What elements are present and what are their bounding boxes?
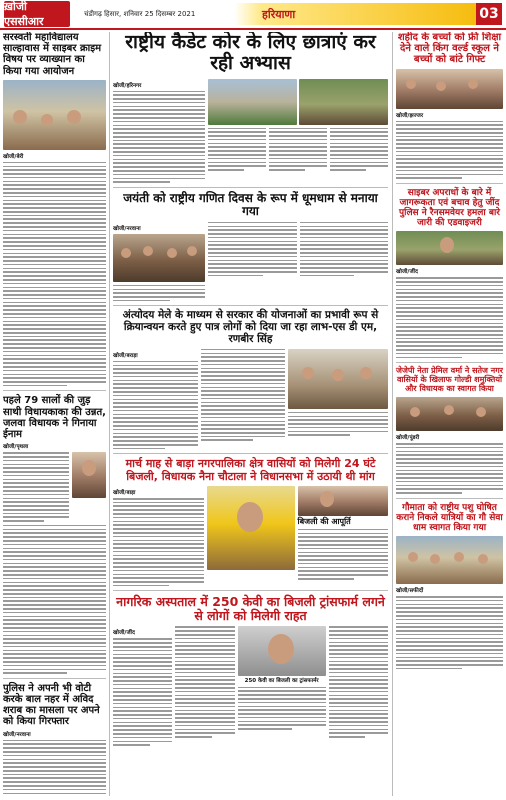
byline-jjp: खोजी/पूंडरी bbox=[396, 435, 420, 442]
newspaper-logo: ख़ोजी एससीआर bbox=[4, 1, 70, 27]
photo-school-gifts bbox=[396, 69, 503, 109]
article-body-lecture bbox=[3, 162, 106, 387]
headline-cyber-advisory: साइबर अपराधों के बारे में जागरूकता एवं बचाव हेतु जींद पुलिस ने रैनसमवेयर हमला बारे जारी की एडवाइजरी bbox=[399, 187, 500, 229]
dateline: चंडीगढ़ हिसार, शनिवार 25 दिसम्बर 2021 bbox=[84, 9, 196, 18]
section-band bbox=[234, 3, 502, 25]
byline-mla: खोजी/पृथला bbox=[3, 444, 29, 451]
headline-martyr-school: शहीद के बच्चों को फ्री शिक्षा देने वाले किंग वर्ल्ड स्कूल ने बच्चों को बांटे गिफ्ट bbox=[397, 32, 502, 66]
headline-jjp-leader: जेजेपी नेता प्रेमिल वर्मा ने सतेज नगर वासियों के खिलाफ गोल्डी शमुक्तियों और विधायक का स्वागत किया bbox=[396, 366, 503, 394]
headline-cow-yatra: गौमाता को राष्ट्रीय पशु घोषित कराने निकले यात्रियों का गौ सेवा धाम स्वागत किया गया bbox=[396, 502, 503, 533]
byline-hospital: खोजी/जींद bbox=[113, 630, 135, 637]
photo-antyodaya-fair bbox=[288, 349, 388, 409]
headline-math-day: जयंती को राष्ट्रीय गणित दिवस के रूप में धूमधाम से मनाया गया bbox=[123, 190, 378, 219]
story-headline-mla: पहले 79 सालों की जुड़ साथी विधायकाका की उन्नत, जलवा विधायक ने गिनाया ईनाम bbox=[3, 395, 106, 440]
article-body-mla-cont bbox=[3, 525, 106, 674]
photo-mla-naina-chautala bbox=[207, 486, 295, 570]
article-body-police bbox=[3, 740, 106, 796]
left-column bbox=[3, 32, 110, 796]
right-column bbox=[392, 32, 503, 796]
section-name: हरियाणा bbox=[262, 7, 296, 21]
photo-lecture bbox=[3, 80, 106, 150]
byline-math: खोजी/नरवाना bbox=[113, 225, 141, 232]
byline-antyodaya: खोजी/बराड़ा bbox=[113, 352, 138, 359]
page-number: 03 bbox=[476, 3, 502, 25]
byline-cyber: खोजी/जींद bbox=[396, 269, 418, 276]
byline-police: खोजी/नरवाना bbox=[3, 731, 31, 738]
photo-transformer-official bbox=[238, 626, 326, 676]
byline-cow: खोजी/सफीदों bbox=[396, 588, 424, 595]
byline-power: खोजी/बाड़ा bbox=[113, 489, 136, 496]
headline-24hr-power: मार्च माह से बाड़ा नगरपालिका क्षेत्र वासियों को मिलेगी 24 घंटे बिजली, विधायक नैना चौटाला ने विधानसभा में उठायी थी मांग bbox=[125, 457, 376, 483]
article-body-mla bbox=[3, 452, 69, 522]
headline-antyodaya-fair: अंत्योदय मेले के माध्यम से सरकार की योजनाओं का प्रभावी रूप से क्रियान्वयन करते हुए पात्र लोगों को दिया जा रहा लाभ-एस डी एम, रणबीर सिंह bbox=[122, 309, 379, 345]
photo-caption-transformer: 250 केवी का बिजली का ट्रांसफार्मर bbox=[244, 678, 319, 685]
article-body-math bbox=[208, 222, 297, 302]
photo-cow-yatra bbox=[396, 536, 503, 584]
subhead-power: बिजली की आपूर्ति bbox=[297, 516, 351, 526]
photo-ncc-parade bbox=[208, 79, 297, 125]
photo-mla-inset bbox=[298, 486, 389, 516]
story-headline-cyber-lecture: सरस्वती महाविद्यालय साल्हावास में साइबर क्राइम विषय पर व्याख्यान का किया गया आयोजन bbox=[3, 32, 102, 77]
byline-lecture: खोजी/बेरी bbox=[3, 153, 24, 160]
photo-mla-portrait bbox=[72, 452, 106, 498]
byline-martyr: खोजी/झज्जर bbox=[396, 112, 424, 119]
middle-columns bbox=[113, 32, 388, 796]
byline-ncc: खोजी/हरिनगर bbox=[113, 82, 142, 89]
masthead bbox=[0, 0, 506, 30]
story-headline-police: पुलिस ने अपनी भी वोटी करके बाल नहर में अविद शराब का मासला पर अपने को किया गिरफ्तार bbox=[3, 682, 100, 728]
photo-ncc-cadets bbox=[299, 79, 388, 125]
photo-jjp-event bbox=[396, 397, 503, 431]
lead-headline-ncc: राष्ट्रीय कैडेट कोर के लिए छात्राएं कर रही अभ्यास bbox=[125, 32, 376, 75]
photo-math-day bbox=[113, 234, 205, 282]
photo-police-officer bbox=[396, 231, 503, 265]
headline-hospital-transformer: नागरिक अस्पताल में 250 केवी का बिजली ट्रांसफार्म लगने से लोगों को मिलेगी राहत bbox=[116, 594, 385, 624]
article-body-ncc bbox=[113, 91, 205, 183]
